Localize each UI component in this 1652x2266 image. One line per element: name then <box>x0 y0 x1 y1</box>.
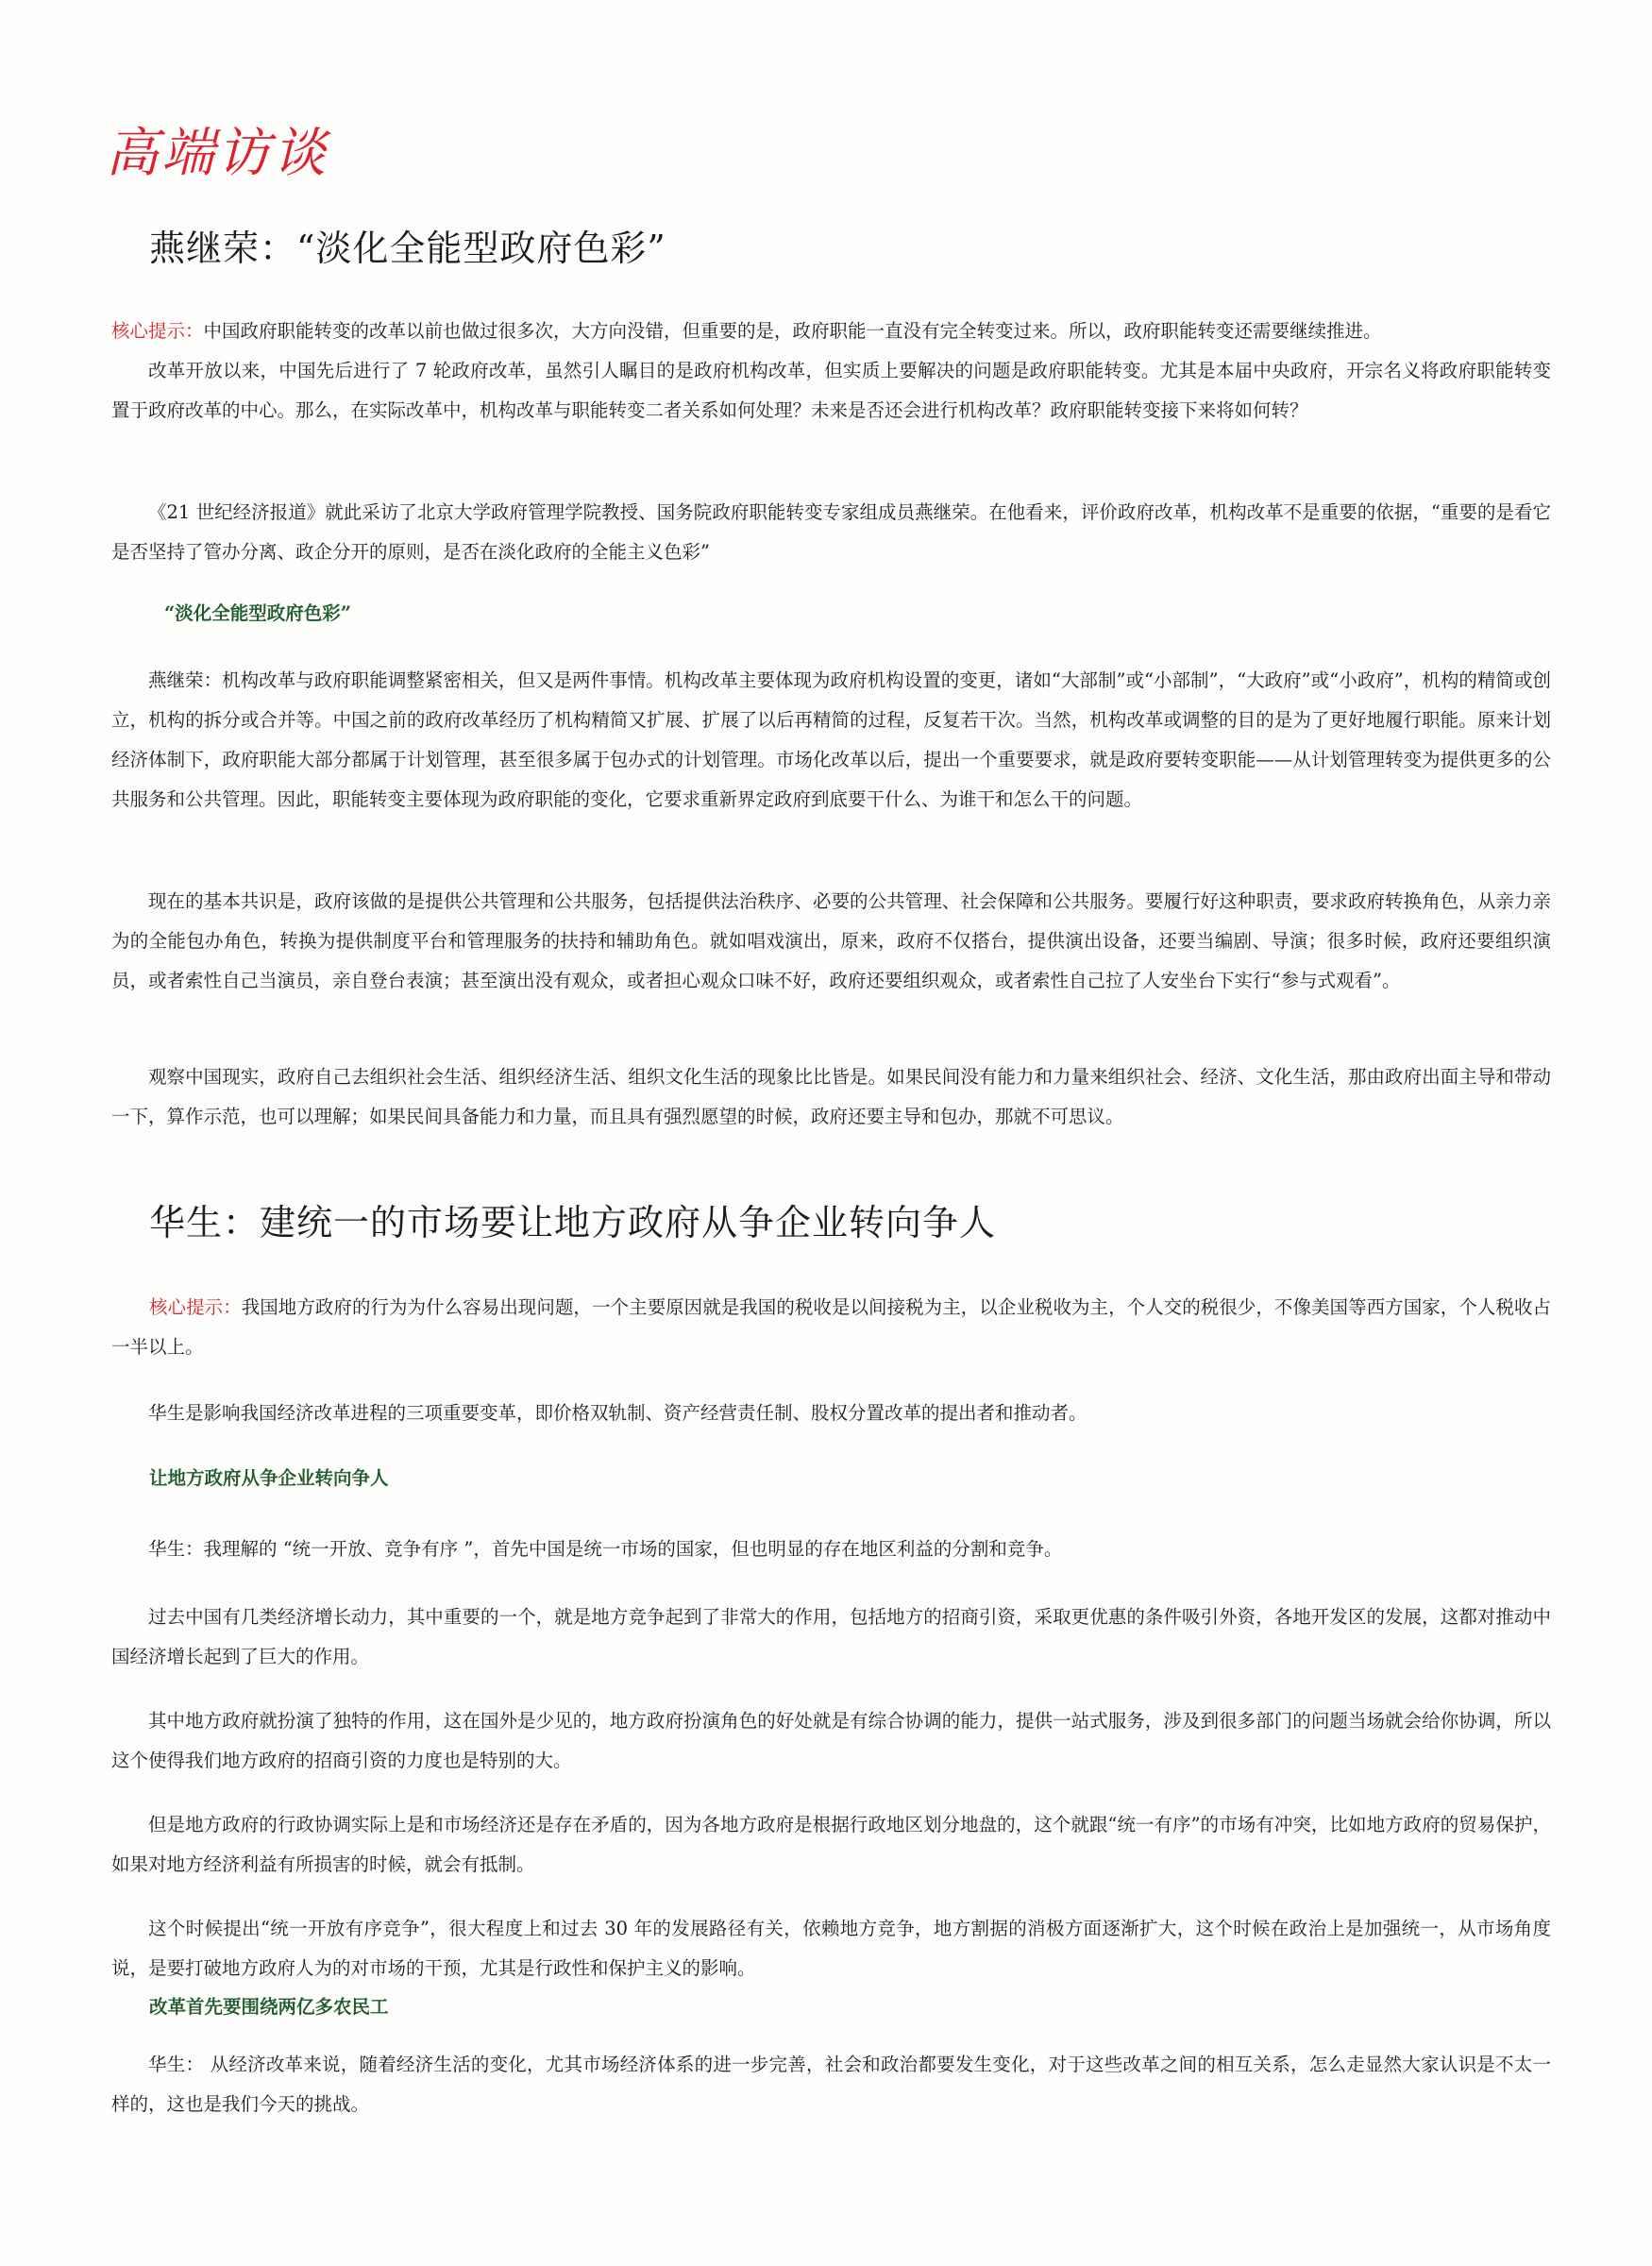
paragraph: 华生：我理解的 “统一开放、竞争有序 ”，首先中国是统一市场的国家，但也明显的存在地区利益的分割和竞争。 <box>148 1538 1063 1560</box>
paragraph: 其中地方政府就扮演了独特的作用，这在国外是少见的，地方政府扮演角色的好处就是有综合协调的能力，提供一站式服务，涉及到很多部门的问题当场就会给你协调，所以这个使得我们地方政府的招商引资的力度也是特别的大。 <box>111 1710 1551 1771</box>
paragraph: 华生： 从经济改革来说，随着经济生活的变化，尤其市场经济体系的进一步完善，社会和政治都要发生变化，对于这些改革之间的相互关系，怎么走显然大家认识是不太一样的，这也是我们今天的挑战。 <box>111 2054 1551 2115</box>
article-title-hua: 华生：建统一的市场要让地方政府从争企业转向争人 <box>149 1202 997 1243</box>
paragraph: 这个时候提出“统一开放有序竞争”，很大程度上和过去 30 年的发展路径有关，依赖地方竞争，地方割据的消极方面逐渐扩大，这个时候在政治上是加强统一，从市场角度说，是要打破地方政府人为的对市场的干预，尤其是行政性和保护主义的影响。 <box>111 1918 1551 1979</box>
subheading: “淡化全能型政府色彩” <box>164 602 351 624</box>
core-summary-yan <box>111 312 1551 351</box>
paragraph: 过去中国有几类经济增长动力，其中重要的一个，就是地方竞争起到了非常大的作用，包括地方的招商引资，采取更优惠的条件吸引外资，各地开发区的发展，这都对推动中国经济增长起到了巨大的作用。 <box>111 1606 1551 1667</box>
core-summary-hua <box>111 1288 1551 1367</box>
article-title-yan: 燕继荣：“淡化全能型政府色彩” <box>149 228 666 269</box>
paragraph: 华生是影响我国经济改革进程的三项重要变革，即价格双轨制、资产经营责任制、股权分置改革的提出者和推动者。 <box>148 1402 1087 1424</box>
core-text: 我国地方政府的行为为什么容易出现问题，一个主要原因就是我国的税收是以间接税为主，以企业税收为主，个人交的税很少，不像美国等西方国家，个人税收占一半以上。 <box>111 1296 1551 1358</box>
paragraph: 燕继荣：机构改革与政府职能调整紧密相关，但又是两件事情。机构改革主要体现为政府机构设置的变更，诸如“大部制”或“小部制”，“大政府”或“小政府”，机构的精简或创立，机构的拆分或合并等。中国之前的政府改革经历了机构精简又扩展、扩展了以后再精简的过程，反复若干次。当然，机构改革或调整的目的是为了更好地履行职能。原来计划经济体制下，政府职能大部分都属于计划管理，甚至很多属于包办式的计划管理。市场化改革以后，提出一个重要要求，就是政府要转变职能——从计划管理转变为提供更多的公共服务和公共管理。因此，职能转变主要体现为政府职能的变化，它要求重新界定政府到底要干什么、为谁干和怎么干的问题。 <box>111 669 1551 810</box>
core-label: 核心提示： <box>149 1296 242 1318</box>
subheading: 改革首先要围绕两亿多农民工 <box>149 1996 389 2018</box>
paragraph: 改革开放以来，中国先后进行了 7 轮政府改革，虽然引人瞩目的是政府机构改革，但实质上要解决的问题是政府职能转变。尤其是本届中央政府，开宗名义将政府职能转变置于政府改革的中心。那么，在实际改革中，机构改革与职能转变二者关系如何处理？未来是否还会进行机构改革？政府职能转变接下来将如何转？ <box>111 360 1551 421</box>
paragraph: 观察中国现实，政府自己去组织社会生活、组织经济生活、组织文化生活的现象比比皆是。如果民间没有能力和力量来组织社会、经济、文化生活，那由政府出面主导和带动一下，算作示范，也可以理解；如果民间具备能力和力量，而且具有强烈愿望的时候，政府还要主导和包办，那就不可思议。 <box>111 1066 1551 1127</box>
paragraph: 现在的基本共识是，政府该做的是提供公共管理和公共服务，包括提供法治秩序、必要的公共管理、社会保障和公共服务。要履行好这种职责，要求政府转换角色，从亲力亲为的全能包办角色，转换为提供制度平台和管理服务的扶持和辅助角色。就如唱戏演出，原来，政府不仅搭台，提供演出设备，还要当编剧、导演；很多时候，政府还要组织演员，或者索性自己当演员，亲自登台表演；甚至演出没有观众，或者担心观众口味不好，政府还要组织观众，或者索性自己拉了人安坐台下实行“参与式观看”。 <box>111 890 1551 991</box>
core-label: 核心提示： <box>111 320 204 342</box>
subheading: 让地方政府从争企业转向争人 <box>149 1467 389 1489</box>
paragraph: 但是地方政府的行政协调实际上是和市场经济还是存在矛盾的，因为各地方政府是根据行政地区划分地盘的，这个就跟“统一有序”的市场有冲突，比如地方政府的贸易保护，如果对地方经济利益有所损害的时候，就会有抵制。 <box>111 1814 1551 1875</box>
core-text: 中国政府职能转变的改革以前也做过很多次，大方向没错，但重要的是，政府职能一直没有完全转变过来。所以，政府职能转变还需要继续推进。 <box>203 320 1382 342</box>
section-masthead: 高端访谈 <box>106 123 329 184</box>
paragraph: 《21 世纪经济报道》就此采访了北京大学政府管理学院教授、国务院政府职能转变专家组成员燕继荣。在他看来，评价政府改革，机构改革不是重要的依据，“重要的是看它是否坚持了管办分离、政企分开的原则，是否在淡化政府的全能主义色彩” <box>111 501 1551 563</box>
